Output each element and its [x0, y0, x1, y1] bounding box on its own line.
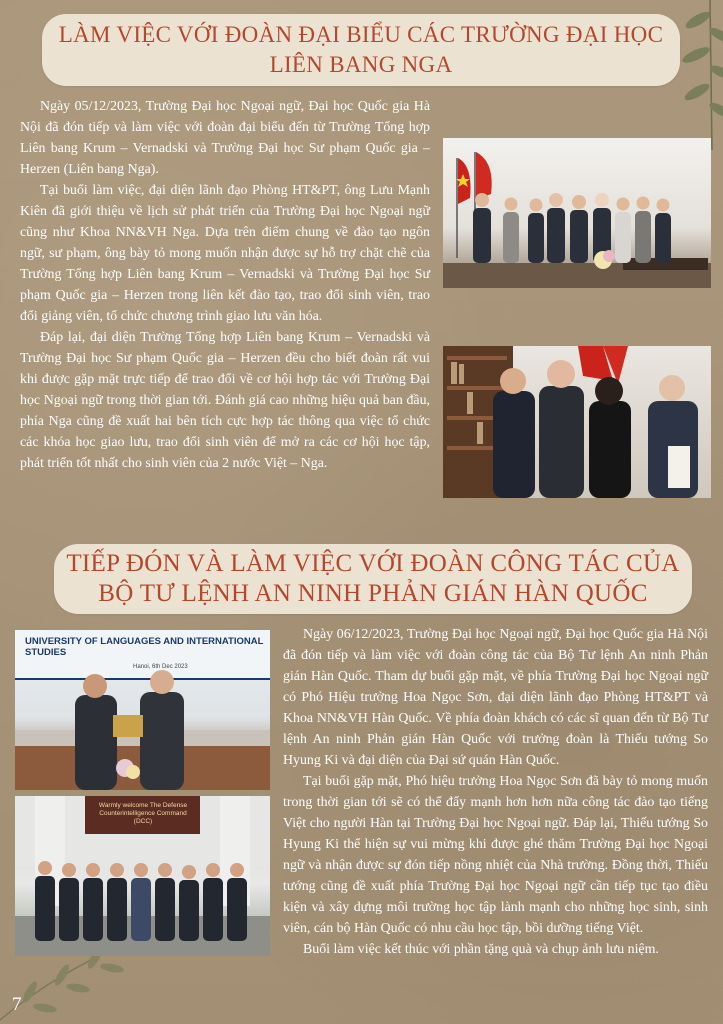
section-1-title-banner: [42, 14, 680, 86]
section-1-paragraph: Ngày 05/12/2023, Trường Đại học Ngoại ngữ, Đại học Quốc gia Hà Nội đã đón tiếp và làm việc với đoàn đại biểu đến từ Trường Tổng hợp Liên bang Krum – Vernadski và Trường Đại học Sư phạm Quốc gia – Herzen (Liên bang Nga).: [20, 99, 430, 177]
section-2-body: [283, 624, 708, 960]
photo-gift-exchange: [15, 630, 270, 790]
section-2-paragraph: Buổi làm việc kết thúc với phần tặng quà và chụp ảnh lưu niệm.: [303, 942, 659, 957]
section-1-title-line-2: LIÊN BANG NGA: [269, 52, 453, 77]
section-1-title-line-1: LÀM VIỆC VỚI ĐOÀN ĐẠI BIỂU CÁC TRƯỜNG ĐẠI HỌC: [58, 22, 664, 47]
welcome-sign-text: Warmly welcome The Defense Counterintelligence Command (DCC): [98, 802, 188, 825]
screen-date-text: Hanoi, 6th Dec 2023: [133, 664, 188, 670]
page-number: 7: [12, 994, 22, 1015]
section-2-paragraph: Ngày 06/12/2023, Trường Đại học Ngoại ngữ, Đại học Quốc gia Hà Nội đã đón tiếp và làm việc với đoàn công tác của Bộ Tư lệnh An ninh Phản gián Hàn Quốc. Tham dự buổi gặp mặt, về phía Trường Đại học Ngoại ngữ có Phó Hiệu trưởng Hoa Ngọc Sơn, đại diện lãnh đạo Phòng HT&PT và Khoa NN&VH Hàn Quốc. Về phía đoàn khách có các sĩ quan đến từ Bộ Tư lệnh An ninh Phản gián Hàn Quốc với trưởng đoàn là Thiếu tướng So Hyung Ki và đại diện của Đại sứ quán Hàn Quốc.: [283, 627, 708, 768]
photo-group-korean-delegation: [15, 796, 270, 956]
section-1-paragraph: Đáp lại, đại diện Trường Tổng hợp Liên bang Krum – Vernadski và Trường Đại học Sư phạm Quốc gia – Herzen đều cho biết đoàn rất vui khi được gặp mặt trực tiếp để trao đổi về cơ hội hợp tác với Trường Đại học Ngoại ngữ trong thời gian tới. Đánh giá cao những hiệu quả ban đầu, phía Nga cũng đề xuất hai bên tích cực hợp tác thông qua việc tổ chức các khóa học giao lưu, trao đổi sinh viên để mở ra các cơ hội học tập, phát triển tốt nhất cho sinh viên của 2 nước Việt – Nga.: [20, 330, 430, 471]
section-2-title-line-2: BỘ TƯ LỆNH AN NINH PHẢN GIÁN HÀN QUỐC: [98, 580, 648, 607]
section-1-body: [20, 96, 430, 474]
section-2-title-banner: [54, 544, 692, 614]
section-2-paragraph: Tại buổi gặp mặt, Phó hiệu trưởng Hoa Ngọc Sơn đã bày tỏ mong muốn trong thời gian tới sẽ có thể đẩy mạnh hơn hơn nữa công tác đào tạo tiếng Việt cho người Hàn tại Trường Đại học Ngoại ngữ. Đáp lại, Thiếu tướng So Hyung Ki thể hiện sự vui mừng khi được ghé thăm Trường Đại học Ngoại ngữ và nhận được sự đón tiếp nồng nhiệt của Nhà trường. Đồng thời, Thiếu tướng cũng đề xuất phía Trường Đại học Ngoại ngữ cần tiếp tục tạo điều kiện và xây dựng môi trường học tập lành mạnh cho những học sinh, sinh viên, cán bộ Hàn Quốc có nhu cầu học tập, bồi dưỡng tiếng Việt.: [283, 774, 708, 936]
photo-meeting-conversation: [443, 346, 711, 498]
photo-russian-delegation-group: [443, 138, 711, 288]
section-1-paragraph: Tại buổi làm việc, đại diện lãnh đạo Phòng HT&PT, ông Lưu Mạnh Kiên đã giới thiệu về lịch sử phát triển của Trường Đại học Ngoại ngữ cũng như Khoa NN&VH Nga. Dựa trên điểm chung về đào tạo ngôn ngữ, sư phạm, ông bày tỏ mong muốn nhận được sự hỗ trợ chặt chẽ của Trường Tổng hợp Liên bang Krum – Vernadski và Trường Đại học Sư phạm Quốc gia – Herzen trong liên kết đào tạo, trao đổi sinh viên, trao đổi giảng viên, tổ chức chương trình giao lưu văn hóa.: [20, 183, 430, 324]
section-2-title-line-1: TIẾP ĐÓN VÀ LÀM VIỆC VỚI ĐOÀN CÔNG TÁC CỦA: [66, 550, 680, 577]
screen-title-text: UNIVERSITY OF LANGUAGES AND INTERNATIONAL STUDIES: [25, 636, 264, 658]
